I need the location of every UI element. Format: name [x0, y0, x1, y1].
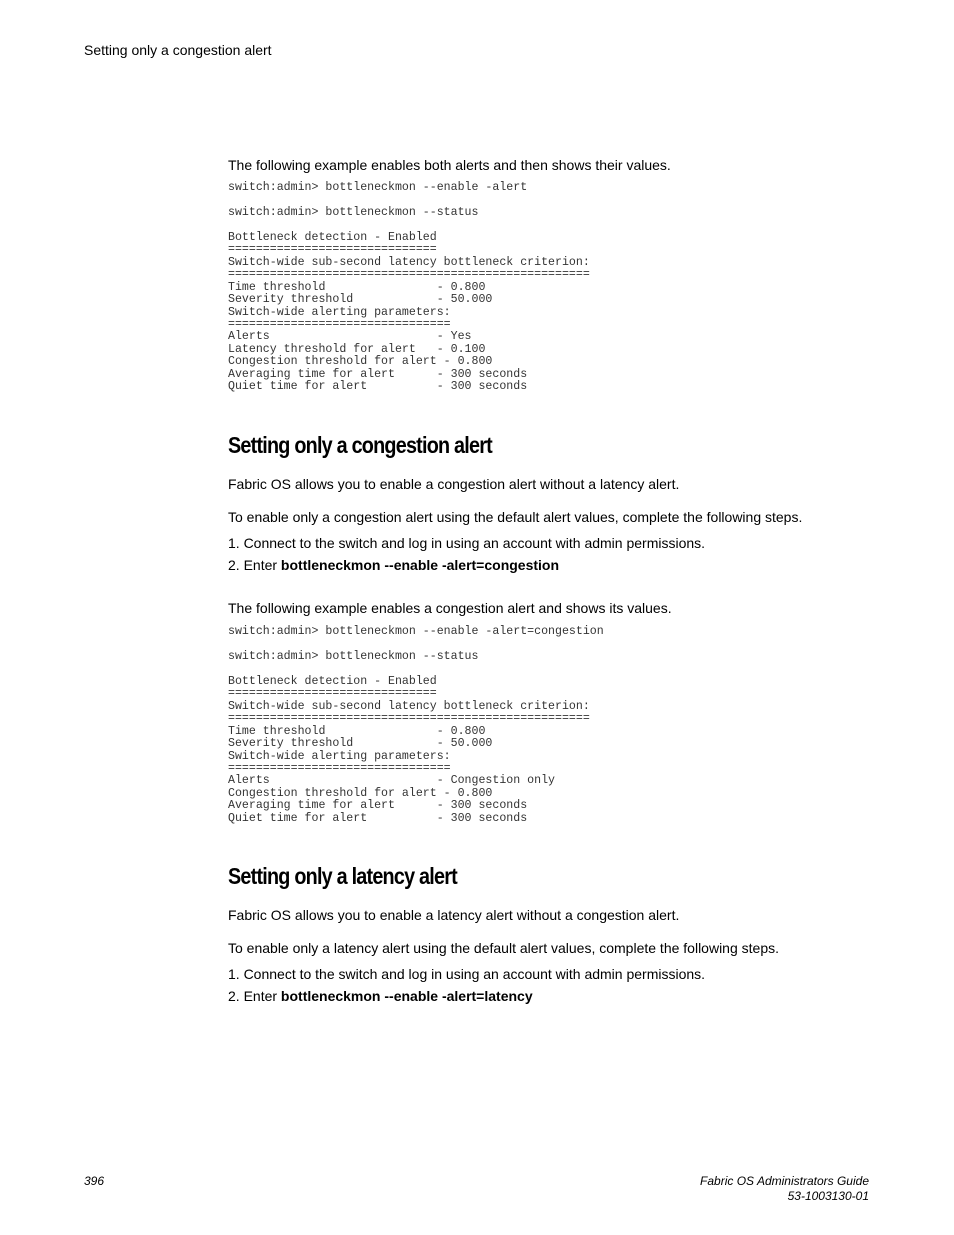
- latency-step-1: 1. Connect to the switch and log in using an account with admin permissions.: [228, 966, 706, 982]
- footer-document-info: [700, 1174, 869, 1204]
- congestion-paragraph-1: Fabric OS allows you to enable a congestion alert without a latency alert.: [228, 476, 680, 492]
- command-text: bottleneckmon --enable -alert=congestion: [280, 557, 560, 573]
- step-prefix: 2. Enter: [228, 988, 281, 1004]
- command-text: bottleneckmon --enable -alert=latency: [280, 988, 533, 1004]
- latency-paragraph-2: To enable only a latency alert using the default alert values, complete the following steps.: [228, 940, 779, 956]
- congestion-step-1: 1. Connect to the switch and log in using an account with admin permissions.: [228, 535, 706, 551]
- running-header: Setting only a congestion alert: [84, 42, 272, 58]
- code-block-congestion: switch:admin> bottleneckmon --enable -alert=congestion switch:admin> bottleneckmon --status Bottleneck detection - Enabled ============================== Switch-wide sub-second latency bottleneck criterion: ==================================================== Time threshold - 0.800 Severity threshold - 50.000 Switch-wide alerting parameters: ================================ Alerts - Congestion only Congestion threshold for alert - 0.800 Averaging time for alert - 300 seconds Quiet time for alert - 300 seconds: [228, 625, 604, 825]
- code-block-both-alerts: switch:admin> bottleneckmon --enable -alert switch:admin> bottleneckmon --status Bottleneck detection - Enabled ============================== Switch-wide sub-second latency bottleneck criterion: ==================================================== Time threshold - 0.800 Severity threshold - 50.000 Switch-wide alerting parameters: ================================ Alerts - Yes Latency threshold for alert - 0.100 Congestion threshold for alert - 0.800 Averaging time for alert - 300 seconds Quiet time for alert - 300 seconds: [228, 181, 590, 394]
- congestion-step-2: [228, 556, 559, 574]
- document-number: 53-1003130-01: [787, 1189, 869, 1203]
- congestion-example-paragraph: The following example enables a congestion alert and shows its values.: [228, 600, 672, 616]
- congestion-paragraph-2: To enable only a congestion alert using the default alert values, complete the following steps.: [228, 509, 803, 525]
- latency-paragraph-1: Fabric OS allows you to enable a latency alert without a congestion alert.: [228, 907, 680, 923]
- guide-title: Fabric OS Administrators Guide: [700, 1174, 869, 1188]
- latency-step-2: [228, 987, 533, 1005]
- section-heading-latency: Setting only a latency alert: [228, 863, 457, 889]
- page-number: 396: [84, 1174, 105, 1188]
- intro-paragraph: The following example enables both alerts and then shows their values.: [228, 157, 671, 173]
- section-heading-congestion: Setting only a congestion alert: [228, 432, 492, 458]
- step-prefix: 2. Enter: [228, 557, 281, 573]
